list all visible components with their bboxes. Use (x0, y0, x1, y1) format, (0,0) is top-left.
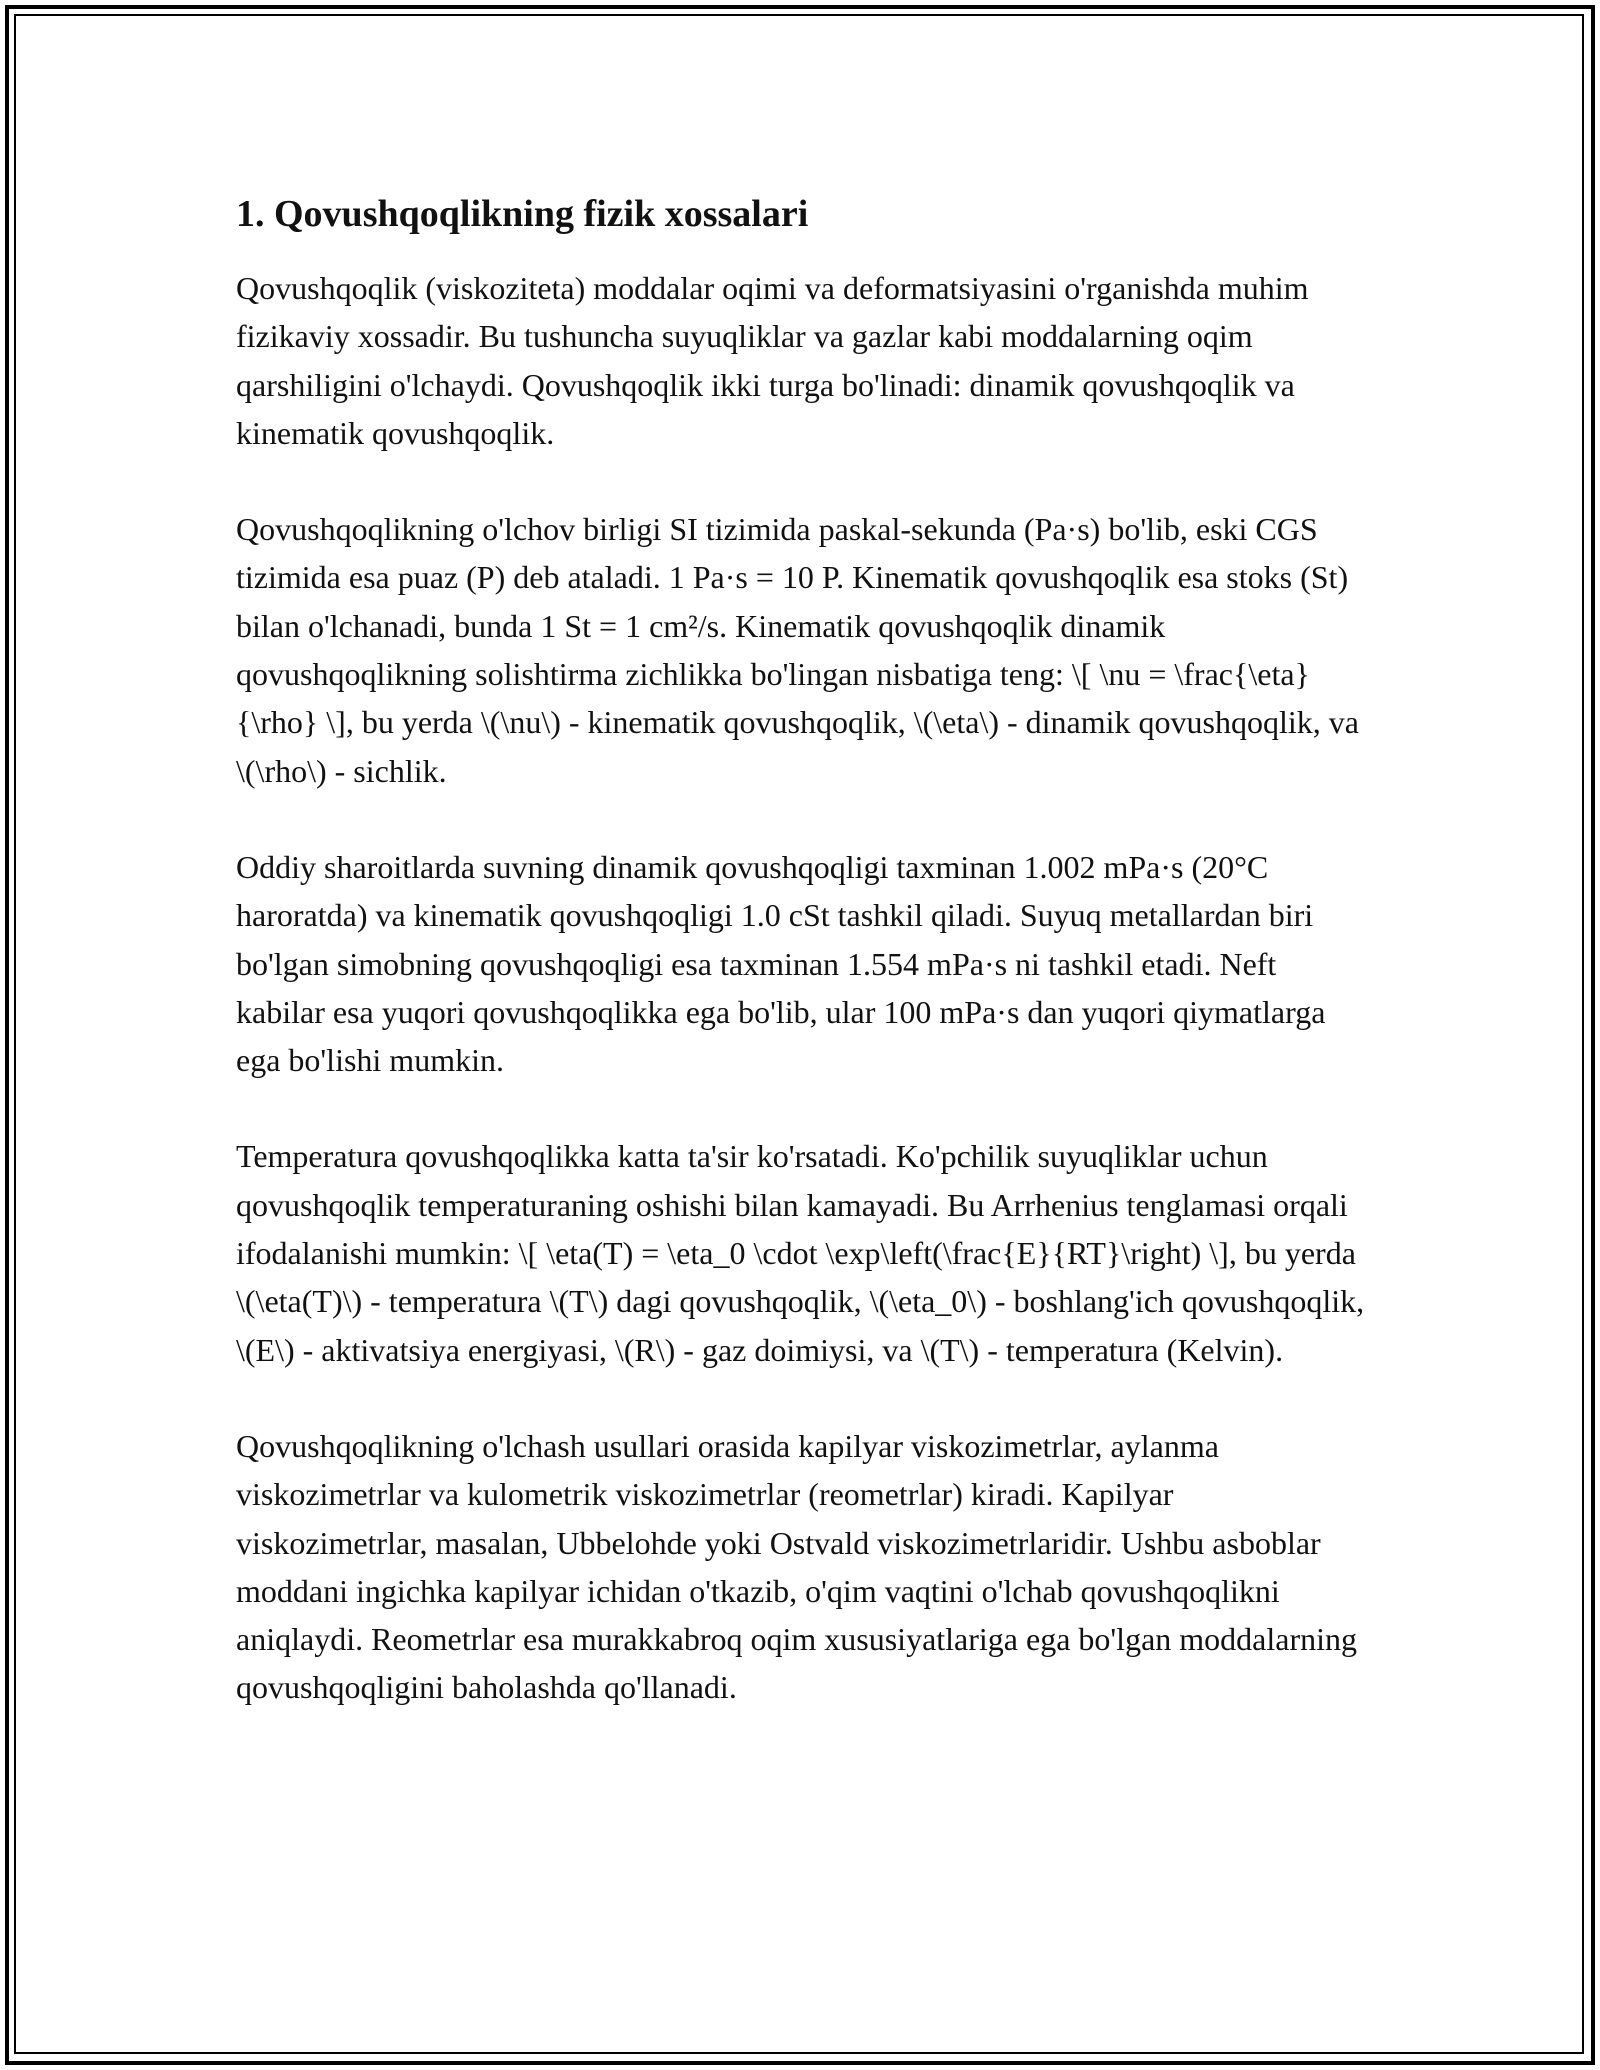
paragraph-intro: Qovushqoqlik (viskoziteta) moddalar oqimi va deformatsiyasini o'rganishda muhim fizikaviy xossadir. Bu tushuncha suyuqliklar va gazlar kabi moddalarning oqim qarshiligini o'lchaydi. Qovushqoqlik ikki turga bo'linadi: dinamik qovushqoqlik va kinematik qovushqoqlik. (236, 270, 1309, 451)
section-title: 1. Qovushqoqlikning fizik xossalari (236, 193, 809, 235)
paragraph-examples: Oddiy sharoitlarda suvning dinamik qovushqoqligi taxminan 1.002 mPa·s (20°C haroratda) va kinematik qovushqoqligi 1.0 cSt tashkil qiladi. Suyuq metallardan biri bo'lgan simobning qovushqoqligi esa taxminan 1.554 mPa·s ni tashkil etadi. Neft kabilar esa yuqori qovushqoqlikka ega bo'lib, ular 100 mPa·s dan yuqori qiymatlarga ega bo'lishi mumkin. (236, 848, 1326, 1079)
paragraph-measurement: Qovushqoqlikning o'lchash usullari orasida kapilyar viskozimetrlar, aylanma viskozimetrlar va kulometrik viskozimetrlar (reometrlar) kiradi. Kapilyar viskozimetrlar, masalan, Ubbelohde yoki Ostvald viskozimetrlaridir. Ushbu asboblar moddani ingichka kapilyar ichidan o'tkazib, o'qim vaqtini o'lchab qovushqoqlikni aniqlaydi. Reometrlar esa murakkabroq oqim xususiyatlariga ega bo'lgan moddalarning qovushqoqligini baholashda qo'llanadi. (236, 1427, 1357, 1706)
document-body (236, 186, 1366, 1760)
paragraph-temperature: Temperatura qovushqoqlikka katta ta'sir ko'rsatadi. Ko'pchilik suyuqliklar uchun qovushqoqlik temperaturaning oshishi bilan kamayadi. Bu Arrhenius tenglamasi orqali ifodalanishi mumkin: \[ \eta(T) = \eta_0 \cdot \exp\left(\frac{E}{RT}\right) \], bu yerda \(\eta(T)\) - temperatura \(T\) dagi qovushqoqlik, \(\eta_0\) - boshlang'ich qovushqoqlik, \(E\) - aktivatsiya energiyasi, \(R\) - gaz doimiysi, va \(T\) - temperatura (Kelvin). (236, 1138, 1365, 1368)
paragraph-units: Qovushqoqlikning o'lchov birligi SI tizimida paskal-sekunda (Pa·s) bo'lib, eski CGS tizimida esa puaz (P) deb ataladi. 1 Pa·s = 10 P. Kinematik qovushqoqlik esa stoks (St) bilan o'lchanadi, bunda 1 St = 1 cm²/s. Kinematik qovushqoqlik dinamik qovushqoqlikning solishtirma zichlikka bo'lingan nisbatiga teng: \[ \nu = \frac{\eta}{\rho} \], bu yerda \(\nu\) - kinematik qovushqoqlik, \(\eta\) - dinamik qovushqoqlik, va \(\rho\) - sichlik. (236, 511, 1359, 789)
